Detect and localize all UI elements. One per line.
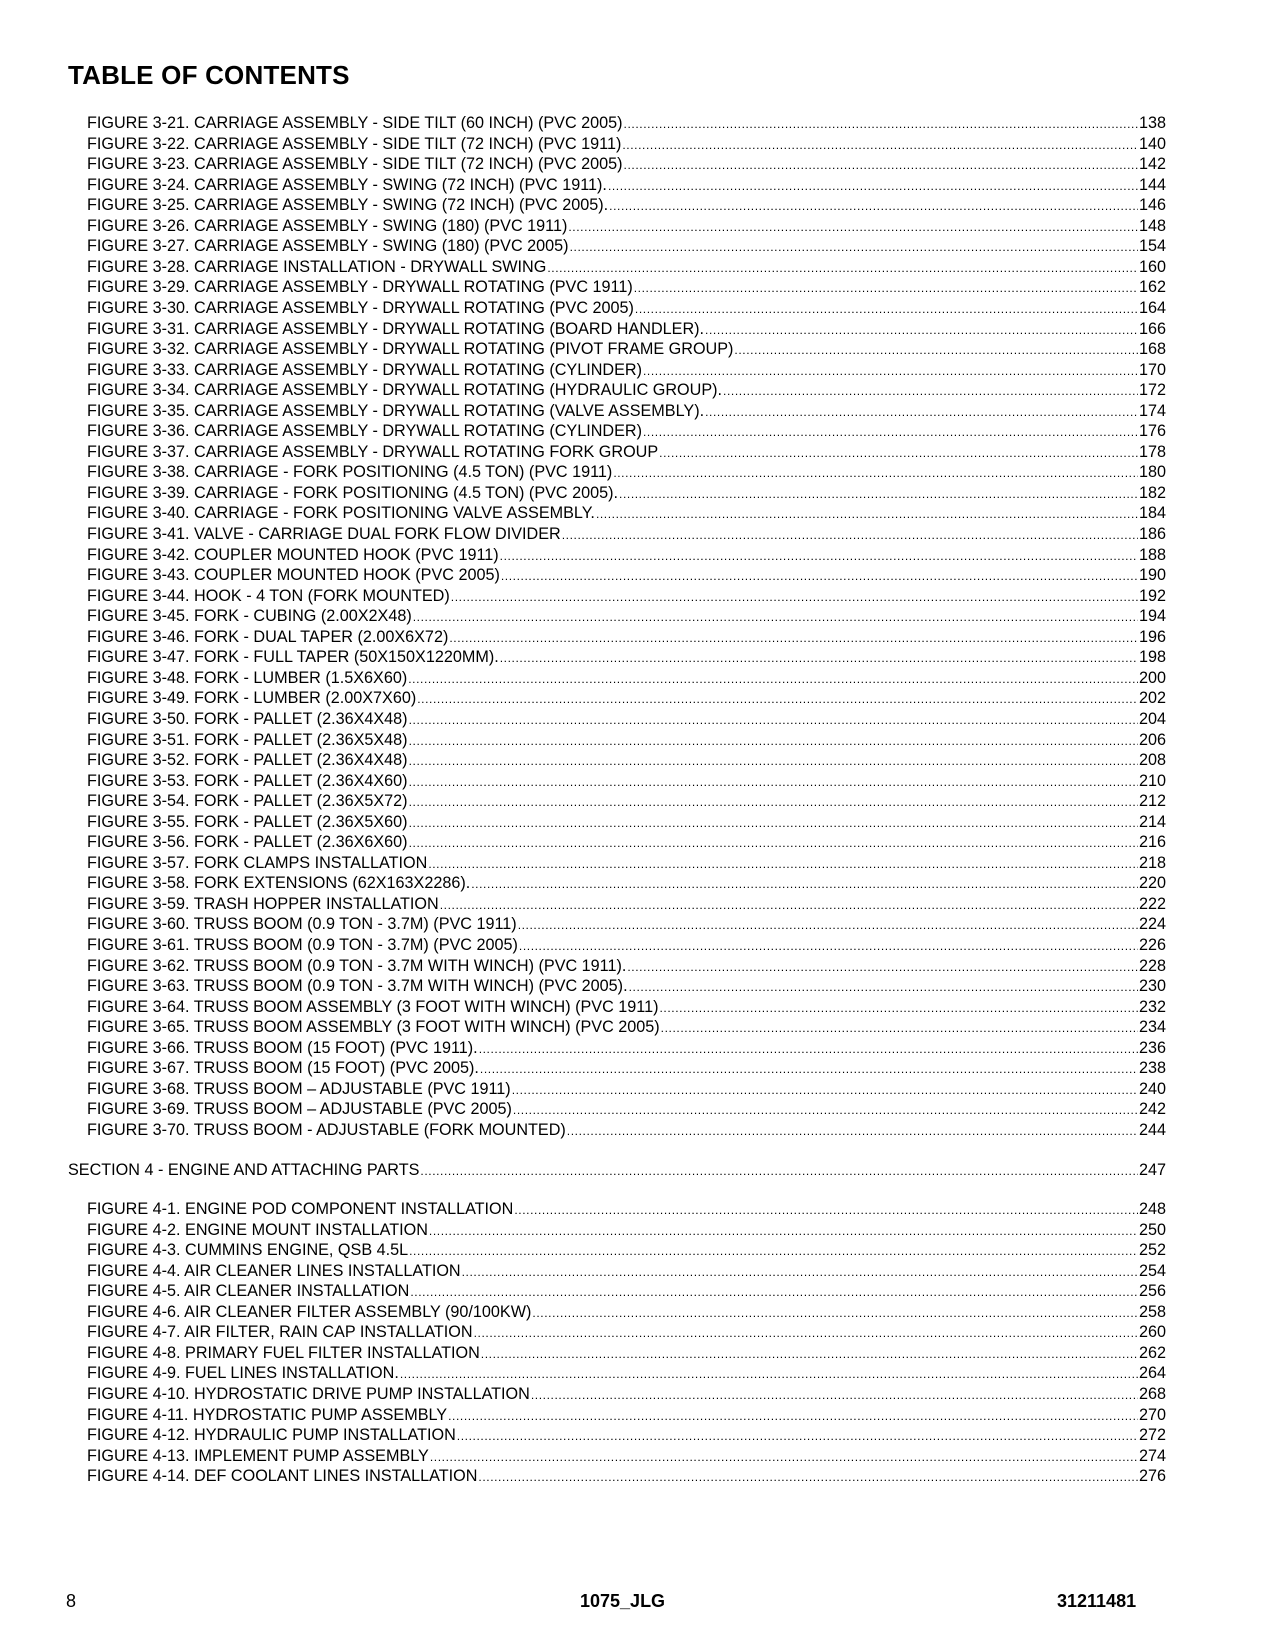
toc-figure-entry[interactable]	[87, 380, 1166, 402]
toc-entry-page: 214	[1138, 812, 1166, 831]
toc-entry-page: 260	[1138, 1323, 1166, 1342]
toc-entry-page: 218	[1138, 853, 1166, 872]
toc-entry-label: FIGURE 3-24. CARRIAGE ASSEMBLY - SWING (72 INCH) (PVC 1911).	[87, 175, 607, 194]
toc-leader-dots	[532, 1303, 1138, 1324]
toc-entry-page: 224	[1138, 915, 1166, 934]
toc-figure-entry[interactable]	[87, 175, 1166, 197]
toc-entry-page: 188	[1138, 545, 1166, 564]
toc-leader-dots	[448, 1406, 1138, 1427]
toc-entry-page: 166	[1138, 319, 1166, 338]
toc-figure-entry[interactable]	[87, 565, 1166, 587]
page-title: TABLE OF CONTENTS	[68, 60, 350, 90]
toc-entry-label: FIGURE 3-65. TRUSS BOOM ASSEMBLY (3 FOOT WITH WINCH) (PVC 2005)	[87, 1018, 660, 1037]
toc-entry-page: 174	[1138, 401, 1166, 420]
toc-entry-label: FIGURE 3-70. TRUSS BOOM - ADJUSTABLE (FORK MOUNTED)	[87, 1120, 566, 1139]
toc-entry-label: FIGURE 3-53. FORK - PALLET (2.36X4X60)	[87, 771, 408, 790]
toc-entry-label: FIGURE 3-39. CARRIAGE - FORK POSITIONING (4.5 TON) (PVC 2005).	[87, 483, 619, 502]
toc-entry-page: 192	[1138, 586, 1166, 605]
toc-figure-entry[interactable]	[87, 750, 1166, 772]
toc-entry-label: FIGURE 3-57. FORK CLAMPS INSTALLATION	[87, 853, 428, 872]
toc-entry-page: 228	[1138, 956, 1166, 975]
toc-figure-entry[interactable]	[87, 339, 1166, 361]
toc-entry-label: FIGURE 3-38. CARRIAGE - FORK POSITIONING (4.5 TON) (PVC 1911)	[87, 463, 613, 482]
toc-entry-page: 244	[1138, 1120, 1166, 1139]
toc-entry-label: FIGURE 3-42. COUPLER MOUNTED HOOK (PVC 1911)	[87, 545, 499, 564]
toc-entry-label: FIGURE 4-4. AIR CLEANER LINES INSTALLATION	[87, 1261, 461, 1280]
toc-entry-page: 232	[1138, 997, 1166, 1016]
toc-entry-page: 234	[1138, 1018, 1166, 1037]
toc-entry-label: FIGURE 4-8. PRIMARY FUEL FILTER INSTALLATION	[87, 1343, 480, 1362]
toc-entry-page: 240	[1138, 1079, 1166, 1098]
toc-figure-entry[interactable]	[87, 606, 1166, 628]
toc-figure-entry[interactable]	[87, 647, 1166, 669]
toc-leader-dots	[409, 751, 1138, 772]
footer-doc-name: 1075_JLG	[580, 1591, 666, 1611]
toc-entry-page: 138	[1138, 114, 1166, 132]
toc-leader-dots	[413, 607, 1138, 628]
toc-entry-label: FIGURE 4-11. HYDROSTATIC PUMP ASSEMBLY	[87, 1405, 448, 1424]
toc-figure-entry[interactable]	[87, 319, 1166, 341]
toc-entry-label: FIGURE 3-69. TRUSS BOOM – ADJUSTABLE (PVC 2005)	[87, 1100, 512, 1119]
toc-entry-label: FIGURE 3-40. CARRIAGE - FORK POSITIONING VALVE ASSEMBLY.	[87, 504, 595, 523]
toc-leader-dots	[570, 237, 1138, 258]
toc-leader-dots	[643, 422, 1138, 443]
toc-leader-dots	[479, 1039, 1138, 1060]
toc-entry-page: 190	[1138, 566, 1166, 585]
toc-figure-entry[interactable]	[87, 894, 1166, 916]
toc-leader-dots	[512, 1080, 1138, 1101]
toc-figure-entry[interactable]	[87, 1220, 1166, 1242]
toc-figure-entry[interactable]	[87, 503, 1166, 525]
toc-leader-dots	[629, 977, 1138, 998]
toc-entry-label: FIGURE 3-27. CARRIAGE ASSEMBLY - SWING (180) (PVC 2005)	[87, 237, 569, 256]
toc-leader-dots	[420, 1161, 1138, 1182]
toc-entry-page: 172	[1138, 381, 1166, 400]
toc-entry-page: 276	[1138, 1467, 1166, 1486]
toc-entry-label: FIGURE 3-44. HOOK - 4 TON (FORK MOUNTED)	[87, 586, 450, 605]
toc-leader-dots	[613, 463, 1138, 484]
toc-entry-page: 222	[1138, 894, 1166, 913]
toc-entry-page: 160	[1138, 257, 1166, 276]
toc-figure-entry[interactable]	[87, 668, 1166, 690]
toc-entry-page: 198	[1138, 648, 1166, 667]
toc-leader-dots	[481, 1344, 1138, 1365]
toc-entry-label: FIGURE 3-29. CARRIAGE ASSEMBLY - DRYWALL ROTATING (PVC 1911)	[87, 278, 633, 297]
toc-leader-dots	[705, 402, 1138, 423]
toc-figure-entry[interactable]	[87, 1425, 1166, 1447]
toc-figure-entry[interactable]	[87, 1058, 1166, 1080]
toc-entry-label: FIGURE 4-7. AIR FILTER, RAIN CAP INSTALLATION	[87, 1323, 473, 1342]
toc-entry-label: FIGURE 3-49. FORK - LUMBER (2.00X7X60)	[87, 689, 417, 708]
toc-figure-entry[interactable]	[87, 1466, 1166, 1488]
toc-figure-entry[interactable]	[87, 1281, 1166, 1303]
toc-leader-dots	[417, 689, 1138, 710]
toc-entry-page: 206	[1138, 730, 1166, 749]
toc-figure-entry[interactable]	[87, 360, 1166, 382]
toc-entry-page: 258	[1138, 1302, 1166, 1321]
toc-entry-label: FIGURE 3-51. FORK - PALLET (2.36X5X48)	[87, 730, 408, 749]
toc-entry-label: FIGURE 3-48. FORK - LUMBER (1.5X6X60)	[87, 668, 408, 687]
toc-entry-label: FIGURE 3-32. CARRIAGE ASSEMBLY - DRYWALL ROTATING (PIVOT FRAME GROUP)	[87, 340, 734, 359]
toc-entry-page: 140	[1138, 134, 1166, 153]
toc-figure-entry[interactable]	[87, 914, 1166, 936]
toc-leader-dots	[409, 792, 1138, 813]
toc-entry-label: FIGURE 3-50. FORK - PALLET (2.36X4X48)	[87, 709, 408, 728]
toc-leader-dots	[568, 217, 1138, 238]
toc-figure-entry[interactable]	[87, 935, 1166, 957]
toc-entry-page: 154	[1138, 237, 1166, 256]
toc-figure-entry[interactable]	[87, 545, 1166, 567]
toc-entry-label: FIGURE 3-47. FORK - FULL TAPER (50X150X1220MM).	[87, 648, 499, 667]
toc-leader-dots	[474, 1323, 1138, 1344]
toc-leader-dots	[501, 566, 1138, 587]
toc-entry-page: 212	[1138, 792, 1166, 811]
toc-entry-page: 178	[1138, 442, 1166, 461]
toc-entry-page: 170	[1138, 360, 1166, 379]
toc-entry-page: 247	[1138, 1160, 1166, 1179]
toc-leader-dots	[547, 258, 1138, 279]
toc-leader-dots	[480, 1059, 1138, 1080]
toc-figure-entry[interactable]	[87, 154, 1166, 176]
toc-figure-entry[interactable]	[87, 832, 1166, 854]
toc-figure-entry[interactable]	[87, 257, 1166, 279]
toc-leader-dots	[531, 1385, 1138, 1406]
toc-entry-page: 180	[1138, 463, 1166, 482]
toc-entry-label: FIGURE 3-35. CARRIAGE ASSEMBLY - DRYWALL ROTATING (VALVE ASSEMBLY).	[87, 401, 705, 420]
toc-figure-entry[interactable]	[87, 688, 1166, 710]
toc-entry-page: 226	[1138, 936, 1166, 954]
toc-figure-entry[interactable]	[87, 812, 1166, 834]
toc-figure-entry[interactable]	[87, 195, 1166, 217]
toc-figure-entry[interactable]	[87, 1199, 1166, 1221]
toc-entry-page: 268	[1138, 1385, 1166, 1403]
toc-entry-page: 274	[1138, 1446, 1166, 1465]
toc-leader-dots	[608, 176, 1138, 197]
toc-leader-dots	[519, 936, 1138, 957]
toc-entry-page: 256	[1138, 1282, 1166, 1301]
toc-figure-entry[interactable]	[87, 1017, 1166, 1039]
toc-leader-dots	[734, 340, 1138, 361]
toc-figure-entry[interactable]	[87, 483, 1166, 505]
toc-entry-label: FIGURE 3-67. TRUSS BOOM (15 FOOT) (PVC 2005).	[87, 1059, 479, 1078]
toc-leader-dots	[518, 915, 1138, 936]
toc-leader-dots	[410, 1282, 1138, 1303]
toc-entry-label: FIGURE 3-64. TRUSS BOOM ASSEMBLY (3 FOOT WITH WINCH) (PVC 1911)	[87, 997, 659, 1016]
toc-figure-entry[interactable]	[87, 709, 1166, 731]
toc-figure-entry[interactable]	[87, 586, 1166, 608]
toc-leader-dots	[622, 135, 1138, 156]
toc-leader-dots	[462, 1262, 1138, 1283]
toc-figure-entry[interactable]	[87, 771, 1166, 793]
toc-leader-dots	[449, 628, 1138, 649]
toc-entry-label: FIGURE 3-34. CARRIAGE ASSEMBLY - DRYWALL ROTATING (HYDRAULIC GROUP).	[87, 381, 723, 400]
toc-figure-entry[interactable]	[87, 956, 1166, 978]
toc-entry-label: FIGURE 3-21. CARRIAGE ASSEMBLY - SIDE TILT (60 INCH) (PVC 2005)	[87, 114, 623, 132]
toc-leader-dots	[643, 361, 1138, 382]
toc-leader-dots	[400, 1364, 1138, 1385]
toc-leader-dots	[596, 504, 1138, 525]
toc-entry-label: FIGURE 3-60. TRUSS BOOM (0.9 TON - 3.7M) (PVC 1911)	[87, 915, 517, 934]
toc-entry-page: 196	[1138, 627, 1166, 646]
toc-figure-entry[interactable]	[87, 401, 1166, 423]
toc-leader-dots	[500, 546, 1138, 567]
toc-entry-label: FIGURE 3-62. TRUSS BOOM (0.9 TON - 3.7M WITH WINCH) (PVC 1911).	[87, 956, 627, 975]
toc-leader-dots	[659, 443, 1138, 464]
toc-figure-entry[interactable]	[87, 997, 1166, 1019]
toc-entry-label: FIGURE 4-14. DEF COOLANT LINES INSTALLATION	[87, 1467, 478, 1486]
toc-leader-dots	[514, 1200, 1138, 1221]
toc-figure-entry[interactable]	[87, 1302, 1166, 1324]
toc-entry-page: 220	[1138, 874, 1166, 893]
toc-entry-label: FIGURE 3-59. TRASH HOPPER INSTALLATION	[87, 894, 439, 913]
toc-entry-page: 238	[1138, 1059, 1166, 1078]
toc-figure-entry[interactable]	[87, 524, 1166, 546]
toc-entry-page: 252	[1138, 1241, 1166, 1260]
toc-leader-dots	[409, 813, 1138, 834]
toc-figure-entry[interactable]	[87, 236, 1166, 258]
toc-entry-page: 144	[1138, 175, 1166, 194]
toc-entry-page: 184	[1138, 504, 1166, 523]
toc-figure-entry[interactable]	[87, 1384, 1166, 1406]
toc-entry-page: 194	[1138, 607, 1166, 626]
toc-leader-dots	[659, 998, 1138, 1019]
toc-entry-label: FIGURE 3-41. VALVE - CARRIAGE DUAL FORK FLOW DIVIDER	[87, 525, 561, 543]
toc-entry-page: 254	[1138, 1261, 1166, 1280]
toc-leader-dots	[705, 320, 1138, 341]
toc-figure-entry[interactable]	[87, 1079, 1166, 1101]
toc-leader-dots	[440, 895, 1138, 916]
toc-leader-dots	[619, 484, 1138, 505]
toc-entry-page: 142	[1138, 155, 1166, 174]
toc-entry-page: 216	[1138, 833, 1166, 852]
toc-entry-label: FIGURE 4-12. HYDRAULIC PUMP INSTALLATION	[87, 1426, 456, 1445]
toc-figure-entry[interactable]	[87, 1099, 1166, 1121]
toc-leader-dots	[409, 1241, 1138, 1262]
toc-entry-label: FIGURE 3-26. CARRIAGE ASSEMBLY - SWING (180) (PVC 1911)	[87, 216, 568, 235]
toc-entry-label: FIGURE 3-54. FORK - PALLET (2.36X5X72)	[87, 792, 408, 811]
toc-leader-dots	[430, 1447, 1138, 1468]
toc-entry-label: FIGURE 4-10. HYDROSTATIC DRIVE PUMP INSTALLATION	[87, 1385, 530, 1403]
toc-entry-label: FIGURE 4-13. IMPLEMENT PUMP ASSEMBLY	[87, 1446, 429, 1465]
toc-entry-label: FIGURE 3-56. FORK - PALLET (2.36X6X60)	[87, 833, 408, 852]
footer-doc-number: 31211481	[1057, 1591, 1137, 1611]
toc-figure-entry[interactable]	[87, 1261, 1166, 1283]
toc-entry-label: FIGURE 3-66. TRUSS BOOM (15 FOOT) (PVC 1911).	[87, 1038, 478, 1057]
toc-entry-label: FIGURE 3-55. FORK - PALLET (2.36X5X60)	[87, 812, 408, 831]
toc-entry-label: FIGURE 4-3. CUMMINS ENGINE, QSB 4.5L	[87, 1241, 409, 1260]
toc-figure-entry[interactable]	[87, 113, 1166, 135]
toc-leader-dots	[513, 1100, 1138, 1121]
toc-figure-entry[interactable]	[87, 1446, 1166, 1468]
toc-leader-dots	[409, 710, 1138, 731]
toc-figure-entry[interactable]	[87, 976, 1166, 998]
toc-entry-page: 202	[1138, 689, 1166, 708]
toc-leader-dots	[624, 114, 1138, 135]
toc-entry-page: 176	[1138, 422, 1166, 441]
toc-entry-page: 272	[1138, 1426, 1166, 1445]
toc-figure-entry[interactable]	[87, 1322, 1166, 1344]
toc-leader-dots	[429, 1221, 1138, 1242]
toc-entry-page: 204	[1138, 709, 1166, 728]
toc-figure-entry[interactable]	[87, 791, 1166, 813]
toc-entry-label: FIGURE 3-30. CARRIAGE ASSEMBLY - DRYWALL ROTATING (PVC 2005)	[87, 298, 634, 317]
toc-leader-dots	[409, 731, 1138, 752]
toc-entry-page: 270	[1138, 1405, 1166, 1424]
toc-leader-dots	[661, 1018, 1138, 1039]
toc-leader-dots	[478, 1467, 1138, 1488]
toc-figure-entry[interactable]	[87, 1363, 1166, 1385]
toc-entry-page: 162	[1138, 278, 1166, 297]
toc-leader-dots	[471, 874, 1138, 895]
toc-entry-page: 146	[1138, 196, 1166, 215]
toc-entry-label: FIGURE 4-1. ENGINE POD COMPONENT INSTALLATION	[87, 1200, 514, 1219]
toc-leader-dots	[562, 525, 1138, 546]
toc-leader-dots	[627, 957, 1138, 978]
toc-figure-entry[interactable]	[87, 216, 1166, 238]
toc-figure-entry[interactable]	[87, 627, 1166, 649]
toc-entry-page: 186	[1138, 525, 1166, 543]
toc-entry-label: FIGURE 3-46. FORK - DUAL TAPER (2.00X6X72)	[87, 627, 449, 646]
toc-figure-entry[interactable]	[87, 1405, 1166, 1427]
toc-figure-entry[interactable]	[87, 1240, 1166, 1262]
toc-figure-entry[interactable]	[87, 442, 1166, 464]
toc-entry-label: FIGURE 3-37. CARRIAGE ASSEMBLY - DRYWALL ROTATING FORK GROUP	[87, 442, 659, 461]
toc-section-entry[interactable]	[68, 1160, 1166, 1182]
toc-entry-label: FIGURE 3-45. FORK - CUBING (2.00X2X48)	[87, 607, 412, 626]
toc-entry-page: 230	[1138, 977, 1166, 996]
toc-leader-dots	[635, 299, 1138, 320]
toc-entry-page: 236	[1138, 1038, 1166, 1057]
toc-entry-label: FIGURE 3-61. TRUSS BOOM (0.9 TON - 3.7M) (PVC 2005)	[87, 936, 518, 954]
toc-figure-entry[interactable]	[87, 298, 1166, 320]
toc-entry-page: 200	[1138, 668, 1166, 687]
toc-entry-label: SECTION 4 - ENGINE AND ATTACHING PARTS	[68, 1160, 420, 1179]
toc-entry-page: 148	[1138, 216, 1166, 235]
toc-entry-page: 262	[1138, 1343, 1166, 1362]
toc-entry-page: 182	[1138, 483, 1166, 502]
toc-leader-dots	[451, 587, 1138, 608]
toc-entry-label: FIGURE 4-2. ENGINE MOUNT INSTALLATION	[87, 1220, 428, 1239]
toc-entry-page: 164	[1138, 298, 1166, 317]
toc-leader-dots	[409, 833, 1138, 854]
toc-figure-entry[interactable]	[87, 873, 1166, 895]
toc-figure-entry[interactable]	[87, 421, 1166, 443]
toc-entry-label: FIGURE 3-23. CARRIAGE ASSEMBLY - SIDE TILT (72 INCH) (PVC 2005)	[87, 155, 623, 174]
toc-entry-label: FIGURE 3-25. CARRIAGE ASSEMBLY - SWING (72 INCH) (PVC 2005).	[87, 196, 609, 215]
toc-entry-label: FIGURE 3-63. TRUSS BOOM (0.9 TON - 3.7M WITH WINCH) (PVC 2005).	[87, 977, 628, 996]
toc-entry-page: 210	[1138, 771, 1166, 790]
toc-leader-dots	[634, 278, 1138, 299]
toc-leader-dots	[723, 381, 1138, 402]
toc-entry-page: 208	[1138, 751, 1166, 770]
toc-leader-dots	[624, 155, 1138, 176]
toc-entry-label: FIGURE 3-31. CARRIAGE ASSEMBLY - DRYWALL ROTATING (BOARD HANDLER).	[87, 319, 705, 338]
toc-figure-entry[interactable]	[87, 1343, 1166, 1365]
toc-entry-label: FIGURE 3-58. FORK EXTENSIONS (62X163X2286).	[87, 874, 471, 893]
toc-leader-dots	[409, 772, 1138, 793]
toc-leader-dots	[500, 648, 1138, 669]
toc-entry-label: FIGURE 4-5. AIR CLEANER INSTALLATION	[87, 1282, 410, 1301]
toc-leader-dots	[428, 854, 1138, 875]
toc-entry-page: 168	[1138, 340, 1166, 359]
toc-figure-entry[interactable]	[87, 462, 1166, 484]
toc-figure-entry[interactable]	[87, 853, 1166, 875]
toc-entry-label: FIGURE 3-28. CARRIAGE INSTALLATION - DRYWALL SWING	[87, 257, 547, 276]
toc-leader-dots	[457, 1426, 1138, 1447]
toc-entry-label: FIGURE 3-33. CARRIAGE ASSEMBLY - DRYWALL ROTATING (CYLINDER)	[87, 360, 642, 379]
toc-entry-page: 248	[1138, 1200, 1166, 1219]
toc-entry-page: 242	[1138, 1100, 1166, 1119]
toc-leader-dots	[408, 669, 1138, 690]
toc-entry-label: FIGURE 3-22. CARRIAGE ASSEMBLY - SIDE TILT (72 INCH) (PVC 1911)	[87, 134, 622, 153]
toc-entry-label: FIGURE 4-6. AIR CLEANER FILTER ASSEMBLY (90/100KW)	[87, 1302, 532, 1321]
toc-figure-entry[interactable]	[87, 277, 1166, 299]
toc-figure-entry[interactable]	[87, 134, 1166, 156]
toc-entry-page: 250	[1138, 1220, 1166, 1239]
toc-leader-dots	[567, 1121, 1138, 1142]
toc-figure-entry[interactable]	[87, 730, 1166, 752]
toc-entry-label: FIGURE 3-68. TRUSS BOOM – ADJUSTABLE (PVC 1911)	[87, 1079, 511, 1098]
toc-entry-label: FIGURE 4-9. FUEL LINES INSTALLATION.	[87, 1364, 399, 1383]
toc-entry-label: FIGURE 3-43. COUPLER MOUNTED HOOK (PVC 2005)	[87, 566, 500, 585]
footer-page-number: 8	[66, 1591, 77, 1611]
toc-entry-page: 264	[1138, 1364, 1166, 1383]
toc-figure-entry[interactable]	[87, 1120, 1166, 1142]
toc-entry-label: FIGURE 3-52. FORK - PALLET (2.36X4X48)	[87, 751, 408, 770]
toc-leader-dots	[609, 196, 1138, 217]
toc-figure-entry[interactable]	[87, 1038, 1166, 1060]
toc-entry-label: FIGURE 3-36. CARRIAGE ASSEMBLY - DRYWALL ROTATING (CYLINDER)	[87, 422, 642, 441]
